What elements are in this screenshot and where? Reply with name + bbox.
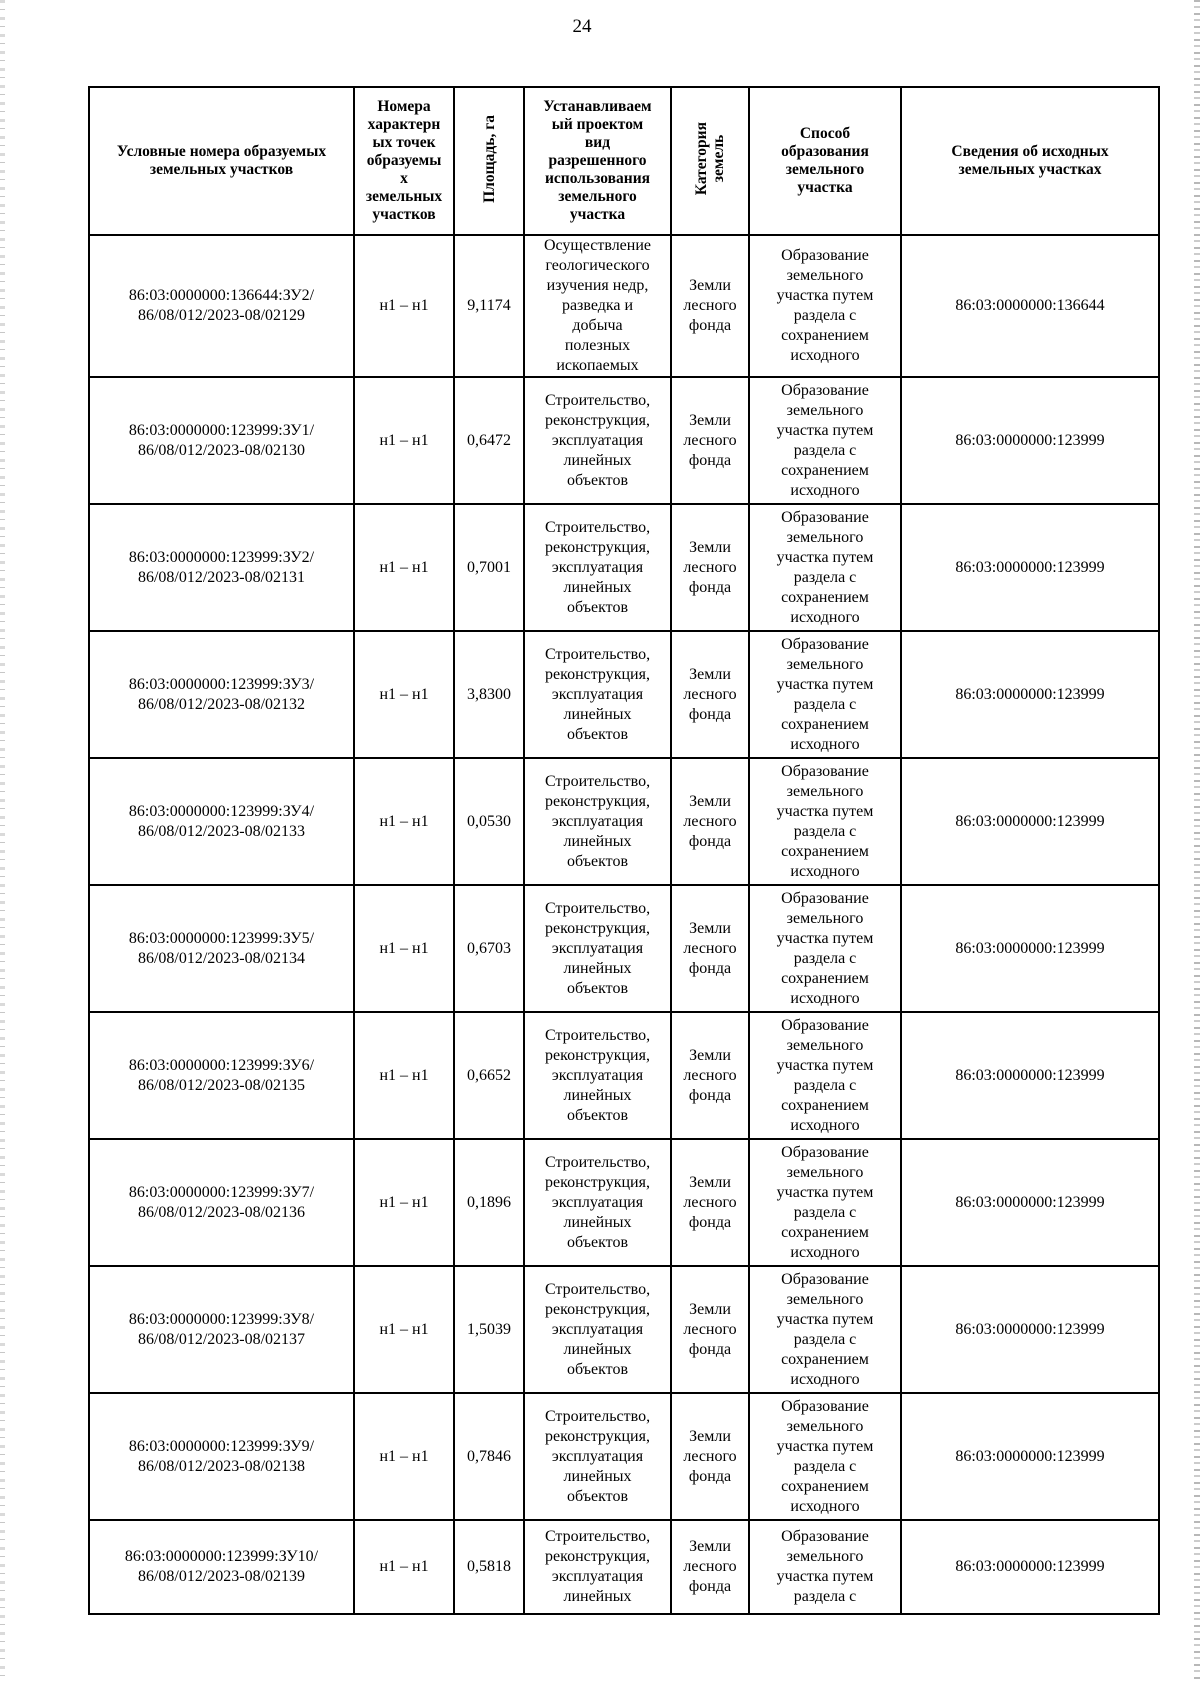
table-row xyxy=(89,377,1159,504)
formation-method-cell: Образование земельного участка путем раздела с сохранением исходного xyxy=(749,1393,901,1520)
points-cell: н1 – н1 xyxy=(354,377,454,504)
points-cell: н1 – н1 xyxy=(354,885,454,1012)
points-cell: н1 – н1 xyxy=(354,1139,454,1266)
land-category-cell: Земли лесного фонда xyxy=(671,1520,749,1614)
formation-method-cell: Образование земельного участка путем раздела с сохранением исходного xyxy=(749,1012,901,1139)
area-cell: 0,6472 xyxy=(454,377,524,504)
table-row xyxy=(89,1012,1159,1139)
permitted-use-cell: Строительство, реконструкция, эксплуатация линейных объектов xyxy=(524,631,671,758)
header-area: Площадь, га xyxy=(454,87,524,235)
area-cell: 3,8300 xyxy=(454,631,524,758)
source-plot-cell: 86:03:0000000:123999 xyxy=(901,1012,1159,1139)
land-category-cell: Земли лесного фонда xyxy=(671,377,749,504)
land-category-cell: Земли лесного фонда xyxy=(671,1139,749,1266)
points-cell: н1 – н1 xyxy=(354,504,454,631)
plot-number-cell: 86:03:0000000:123999:ЗУ6/ 86/08/012/2023-08/02135 xyxy=(89,1012,354,1139)
area-cell: 9,1174 xyxy=(454,235,524,377)
source-plot-cell: 86:03:0000000:123999 xyxy=(901,1520,1159,1614)
plot-number-cell: 86:03:0000000:123999:ЗУ2/ 86/08/012/2023-08/02131 xyxy=(89,504,354,631)
source-plot-cell: 86:03:0000000:123999 xyxy=(901,377,1159,504)
table-row xyxy=(89,631,1159,758)
header-permitted-use: Устанавливаем ый проектом вид разрешенного использования земельного участка xyxy=(524,87,671,235)
plot-number-cell: 86:03:0000000:123999:ЗУ3/ 86/08/012/2023-08/02132 xyxy=(89,631,354,758)
permitted-use-cell: Строительство, реконструкция, эксплуатация линейных объектов xyxy=(524,885,671,1012)
permitted-use-cell: Осуществление геологического изучения недр, разведка и добыча полезных ископаемых xyxy=(524,235,671,377)
permitted-use-cell: Строительство, реконструкция, эксплуатация линейных объектов xyxy=(524,1139,671,1266)
table-row xyxy=(89,1393,1159,1520)
points-cell: н1 – н1 xyxy=(354,758,454,885)
points-cell: н1 – н1 xyxy=(354,1393,454,1520)
land-category-cell: Земли лесного фонда xyxy=(671,1393,749,1520)
permitted-use-cell: Строительство, реконструкция, эксплуатация линейных объектов xyxy=(524,1393,671,1520)
table-row xyxy=(89,758,1159,885)
formation-method-cell: Образование земельного участка путем раздела с сохранением исходного xyxy=(749,1139,901,1266)
source-plot-cell: 86:03:0000000:123999 xyxy=(901,758,1159,885)
permitted-use-cell: Строительство, реконструкция, эксплуатация линейных объектов xyxy=(524,504,671,631)
header-source-plots: Сведения об исходных земельных участках xyxy=(901,87,1159,235)
land-category-cell: Земли лесного фонда xyxy=(671,1266,749,1393)
permitted-use-cell: Строительство, реконструкция, эксплуатация линейных объектов xyxy=(524,758,671,885)
formation-method-cell: Образование земельного участка путем раздела с сохранением исходного xyxy=(749,1266,901,1393)
table-row xyxy=(89,1139,1159,1266)
scan-edge-left xyxy=(0,0,5,1681)
points-cell: н1 – н1 xyxy=(354,235,454,377)
table-body xyxy=(89,235,1159,1614)
land-plots-table xyxy=(88,86,1160,1615)
scan-edge-right xyxy=(1194,0,1200,1681)
formation-method-cell: Образование земельного участка путем раздела с сохранением исходного xyxy=(749,377,901,504)
points-cell: н1 – н1 xyxy=(354,1266,454,1393)
plot-number-cell: 86:03:0000000:123999:ЗУ5/ 86/08/012/2023-08/02134 xyxy=(89,885,354,1012)
area-cell: 0,6652 xyxy=(454,1012,524,1139)
plot-number-cell: 86:03:0000000:136644:ЗУ2/ 86/08/012/2023-08/02129 xyxy=(89,235,354,377)
land-category-cell: Земли лесного фонда xyxy=(671,758,749,885)
plot-number-cell: 86:03:0000000:123999:ЗУ8/ 86/08/012/2023-08/02137 xyxy=(89,1266,354,1393)
source-plot-cell: 86:03:0000000:123999 xyxy=(901,631,1159,758)
plot-number-cell: 86:03:0000000:123999:ЗУ7/ 86/08/012/2023-08/02136 xyxy=(89,1139,354,1266)
land-category-cell: Земли лесного фонда xyxy=(671,631,749,758)
area-cell: 0,0530 xyxy=(454,758,524,885)
land-category-cell: Земли лесного фонда xyxy=(671,885,749,1012)
area-cell: 0,5818 xyxy=(454,1520,524,1614)
table-row xyxy=(89,504,1159,631)
header-points: Номера характерн ых точек образуемы х земельных участков xyxy=(354,87,454,235)
formation-method-cell: Образование земельного участка путем раздела с сохранением исходного xyxy=(749,885,901,1012)
permitted-use-cell: Строительство, реконструкция, эксплуатация линейных объектов xyxy=(524,1266,671,1393)
table-row xyxy=(89,1520,1159,1614)
area-cell: 0,6703 xyxy=(454,885,524,1012)
source-plot-cell: 86:03:0000000:123999 xyxy=(901,1393,1159,1520)
area-cell: 0,7001 xyxy=(454,504,524,631)
formation-method-cell: Образование земельного участка путем раздела с сохранением исходного xyxy=(749,631,901,758)
table-header-row xyxy=(89,87,1159,235)
land-category-cell: Земли лесного фонда xyxy=(671,1012,749,1139)
points-cell: н1 – н1 xyxy=(354,1012,454,1139)
formation-method-cell: Образование земельного участка путем раздела с xyxy=(749,1520,901,1614)
area-cell: 1,5039 xyxy=(454,1266,524,1393)
page-number: 24 xyxy=(572,16,592,37)
plot-number-cell: 86:03:0000000:123999:ЗУ4/ 86/08/012/2023-08/02133 xyxy=(89,758,354,885)
table-row xyxy=(89,885,1159,1012)
points-cell: н1 – н1 xyxy=(354,1520,454,1614)
source-plot-cell: 86:03:0000000:123999 xyxy=(901,885,1159,1012)
formation-method-cell: Образование земельного участка путем раздела с сохранением исходного xyxy=(749,235,901,377)
source-plot-cell: 86:03:0000000:123999 xyxy=(901,1266,1159,1393)
source-plot-cell: 86:03:0000000:136644 xyxy=(901,235,1159,377)
plot-number-cell: 86:03:0000000:123999:ЗУ10/ 86/08/012/2023-08/02139 xyxy=(89,1520,354,1614)
source-plot-cell: 86:03:0000000:123999 xyxy=(901,504,1159,631)
header-plot-number: Условные номера образуемых земельных участков xyxy=(89,87,354,235)
land-category-cell: Земли лесного фонда xyxy=(671,504,749,631)
formation-method-cell: Образование земельного участка путем раздела с сохранением исходного xyxy=(749,504,901,631)
points-cell: н1 – н1 xyxy=(354,631,454,758)
permitted-use-cell: Строительство, реконструкция, эксплуатация линейных объектов xyxy=(524,377,671,504)
permitted-use-cell: Строительство, реконструкция, эксплуатация линейных xyxy=(524,1520,671,1614)
area-cell: 0,1896 xyxy=(454,1139,524,1266)
table-row xyxy=(89,235,1159,377)
land-category-cell: Земли лесного фонда xyxy=(671,235,749,377)
plot-number-cell: 86:03:0000000:123999:ЗУ1/ 86/08/012/2023-08/02130 xyxy=(89,377,354,504)
source-plot-cell: 86:03:0000000:123999 xyxy=(901,1139,1159,1266)
formation-method-cell: Образование земельного участка путем раздела с сохранением исходного xyxy=(749,758,901,885)
area-cell: 0,7846 xyxy=(454,1393,524,1520)
plot-number-cell: 86:03:0000000:123999:ЗУ9/ 86/08/012/2023-08/02138 xyxy=(89,1393,354,1520)
permitted-use-cell: Строительство, реконструкция, эксплуатация линейных объектов xyxy=(524,1012,671,1139)
header-formation-method: Способ образования земельного участка xyxy=(749,87,901,235)
header-land-category: Категория земель xyxy=(671,87,749,235)
table-row xyxy=(89,1266,1159,1393)
